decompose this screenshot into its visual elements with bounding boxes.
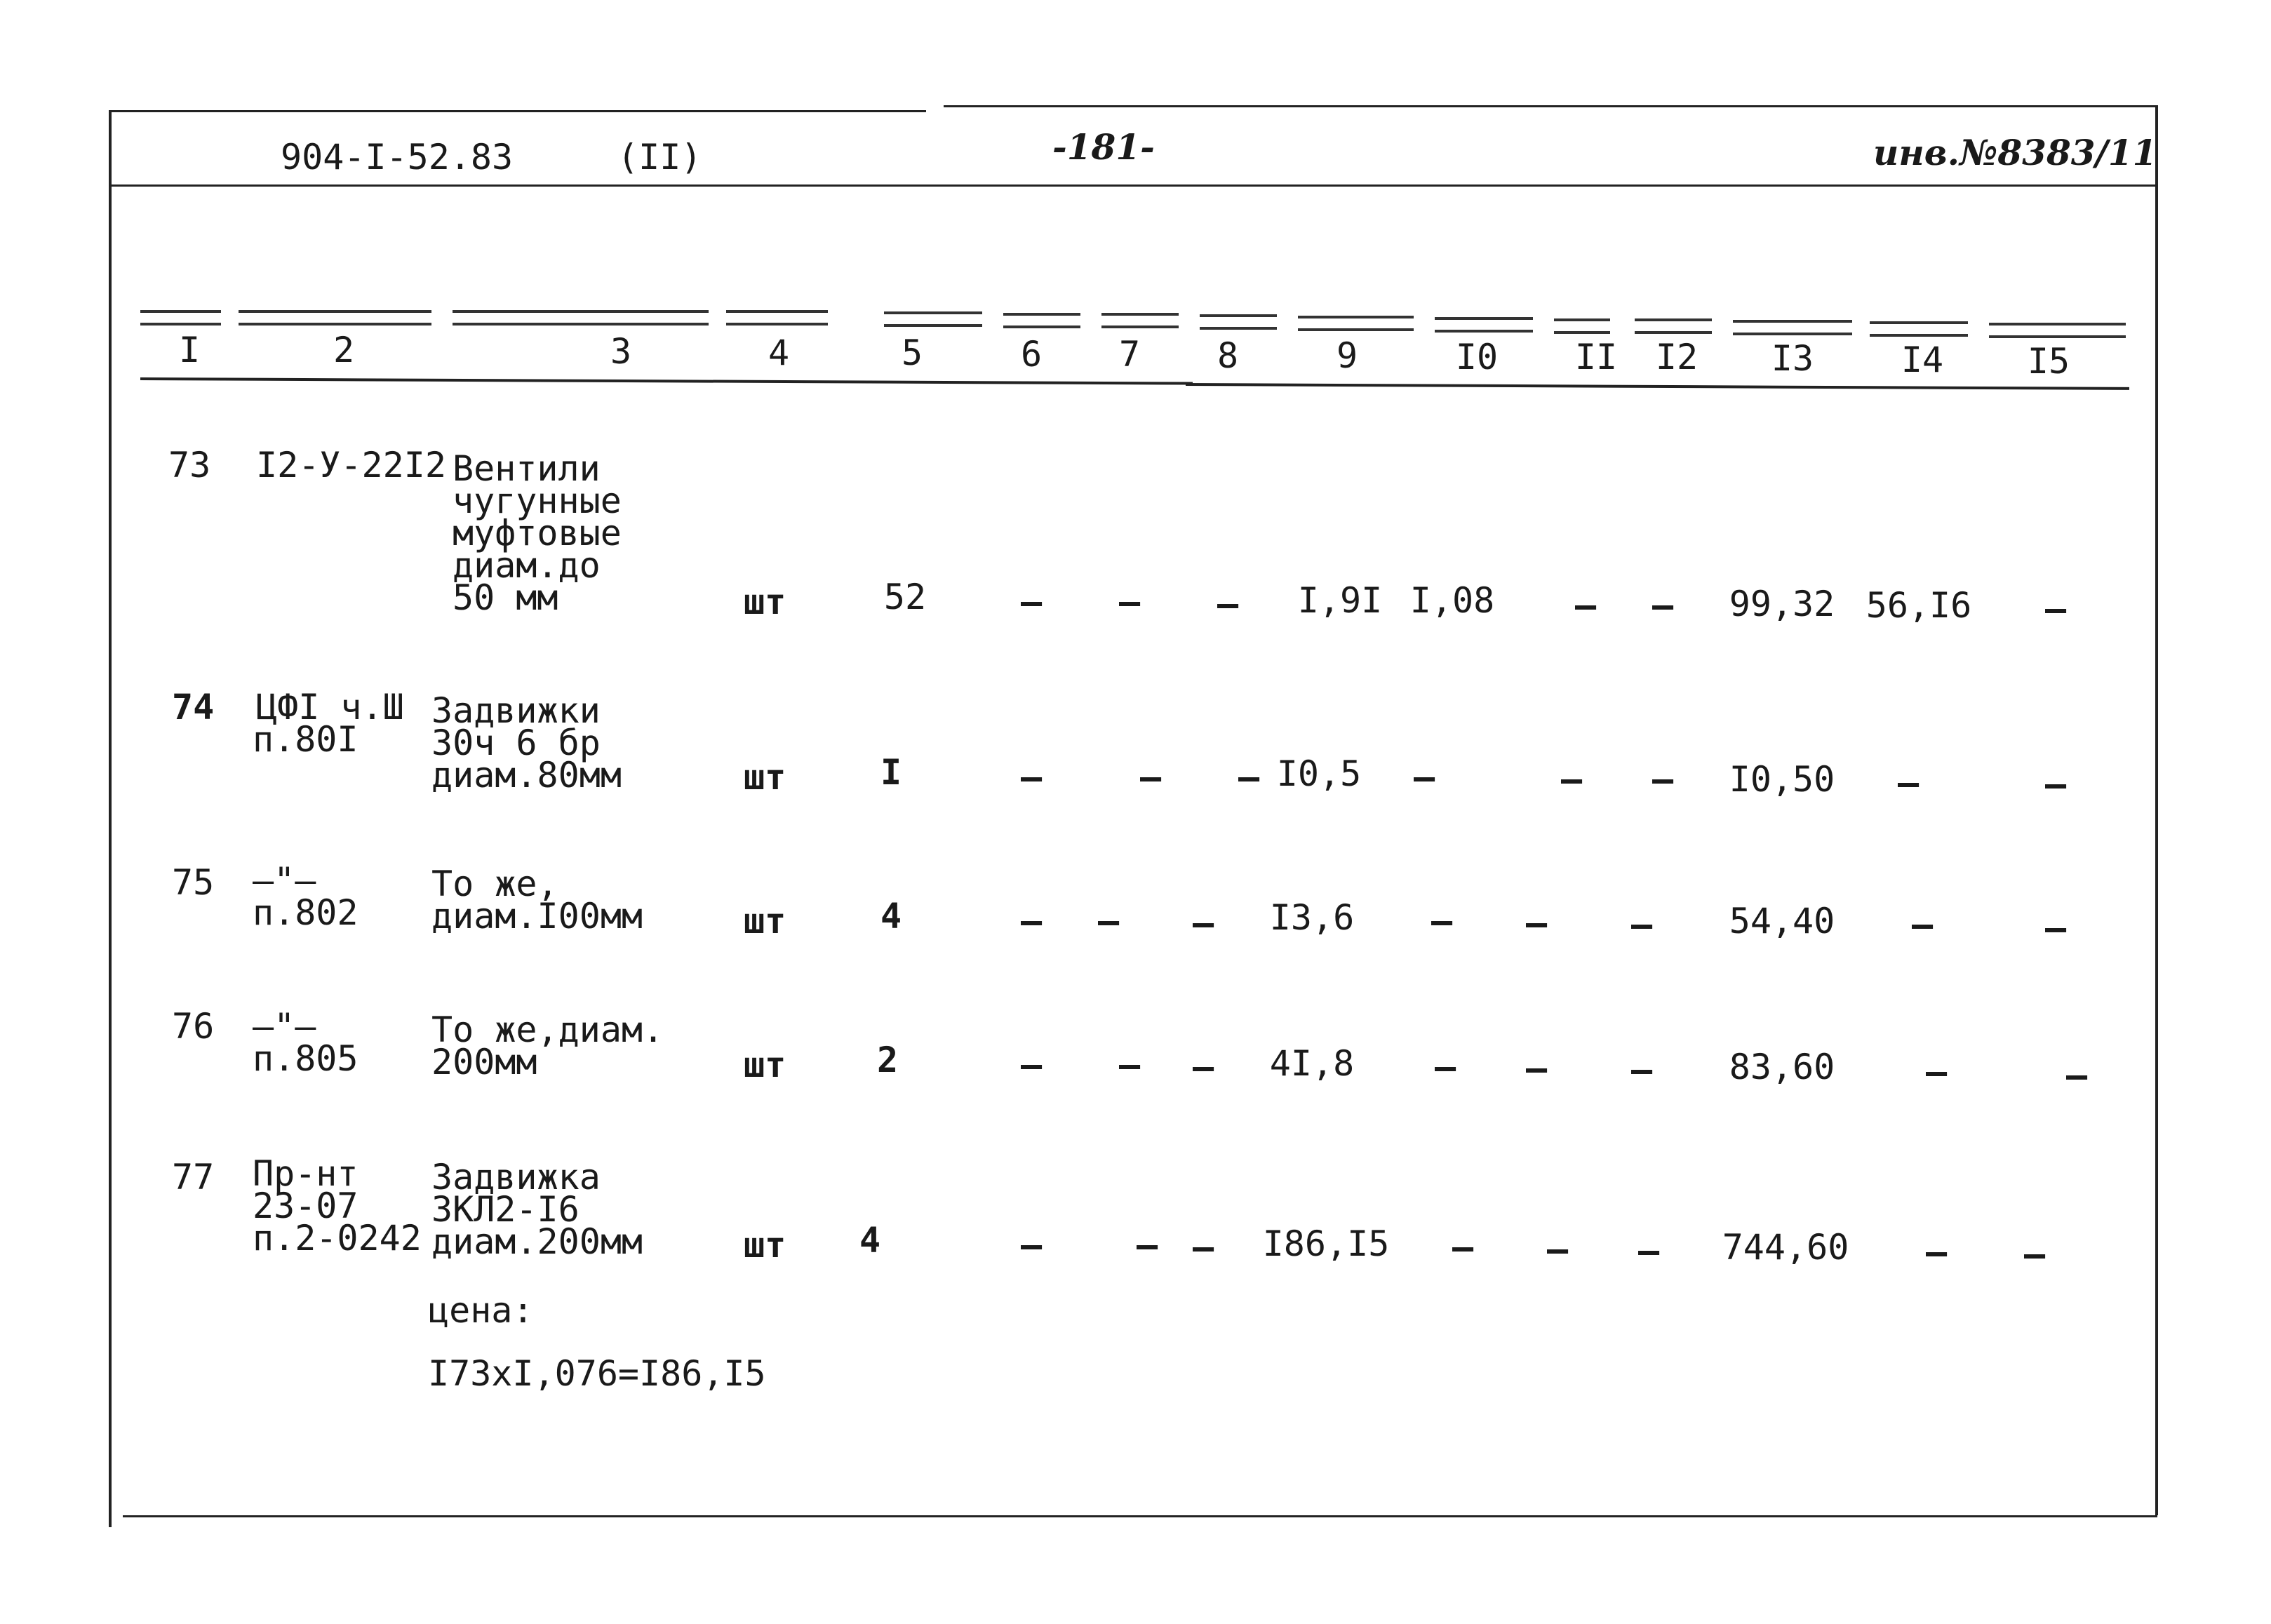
row-75-desc-line-2: диам.I00мм — [431, 896, 643, 937]
row-77-number: 77 — [172, 1157, 215, 1197]
header-bottom-rule-left — [140, 377, 1193, 385]
col-header-15: I5 — [2027, 341, 2070, 382]
row-76-desc-line-2: 200мм — [431, 1042, 537, 1082]
header-rule-15 — [1989, 323, 2126, 338]
col-header-6: 6 — [1020, 334, 1043, 375]
row-73-col13: 99,32 — [1729, 584, 1835, 624]
frame-bottom — [123, 1515, 2157, 1517]
row-74-code-line-2: п.80I — [253, 719, 359, 760]
row-77-col15: – — [2023, 1234, 2046, 1275]
row-75-col13: 54,40 — [1729, 901, 1835, 941]
row-73-desc-line-4: диам.до — [453, 545, 601, 586]
col-header-1: I — [178, 330, 201, 370]
doc-code: 904-I-52.83 — [281, 137, 514, 177]
row-75-col15: – — [2044, 908, 2067, 948]
row-77-code-line-3: п.2-0242 — [253, 1218, 422, 1259]
row-75-qty: 4 — [880, 896, 902, 937]
header-rule-12 — [1635, 318, 1712, 334]
col-header-3: 3 — [610, 331, 632, 372]
section-label: (II) — [617, 137, 702, 177]
row-75-unit: шт — [744, 901, 786, 941]
row-73-desc-line-3: муфтовые — [453, 513, 622, 553]
row-77-desc-line-3: диам.200мм — [431, 1221, 643, 1262]
row-74-col10: – — [1413, 757, 1435, 798]
row-76-col14: – — [1925, 1052, 1948, 1092]
row-75-col12: – — [1630, 904, 1653, 945]
header-rule-13 — [1733, 320, 1852, 335]
row-75-code-line-2: п.802 — [253, 892, 359, 933]
header-rule-5 — [884, 311, 982, 327]
col-header-9: 9 — [1336, 335, 1358, 376]
header-rule-8 — [1200, 314, 1277, 330]
row-75-col14: – — [1911, 904, 1934, 945]
col-header-12: I2 — [1655, 337, 1699, 377]
price-label: цена: — [428, 1290, 534, 1331]
row-73-col6: – — [1020, 582, 1043, 622]
row-73-desc-line-2: чугунные — [453, 481, 622, 521]
row-74-col6: – — [1020, 757, 1043, 798]
row-75-col9: I3,6 — [1269, 897, 1355, 938]
frame-right — [2155, 105, 2158, 1515]
row-74-col9: I0,5 — [1276, 753, 1362, 794]
row-77-col9: I86,I5 — [1262, 1223, 1390, 1264]
header-rule-2 — [239, 310, 431, 326]
header-rule-11 — [1554, 318, 1610, 334]
row-75-col10: – — [1431, 901, 1453, 941]
row-76-number: 76 — [172, 1006, 215, 1047]
row-74-code-line-1: ЦФI ч.Ш — [256, 687, 404, 727]
row-75-col11: – — [1525, 903, 1548, 944]
row-76-col11: – — [1525, 1048, 1548, 1089]
row-76-code-line-2: п.805 — [253, 1038, 359, 1079]
row-73-col9: I,9I — [1297, 580, 1383, 621]
col-header-13: I3 — [1771, 338, 1814, 379]
row-77-col8: – — [1192, 1227, 1214, 1268]
row-74-desc-line-3: диам.80мм — [431, 755, 622, 796]
row-74-qty: I — [880, 752, 902, 793]
row-76-unit: шт — [744, 1045, 786, 1085]
header-bottom-rule-right — [1186, 383, 2129, 390]
col-header-11: II — [1574, 337, 1618, 377]
row-76-col12: – — [1630, 1049, 1653, 1090]
row-73-col10: I,08 — [1409, 580, 1495, 621]
row-74-col13: I0,50 — [1729, 759, 1835, 800]
frame-top-left — [109, 110, 926, 112]
row-76-col6: – — [1020, 1045, 1043, 1085]
row-73-col15: – — [2044, 589, 2067, 629]
row-73-desc-line-5: 50 мм — [453, 577, 558, 618]
row-74-col15: – — [2044, 764, 2067, 805]
row-76-col8: – — [1192, 1047, 1214, 1087]
row-74-col11: – — [1560, 759, 1583, 800]
row-77-col14: – — [1925, 1232, 1948, 1273]
col-header-10: I0 — [1455, 337, 1499, 377]
row-73-qty: 52 — [883, 577, 927, 617]
row-77-col6: – — [1020, 1225, 1043, 1266]
row-77-col7: – — [1136, 1225, 1158, 1266]
row-75-number: 75 — [172, 862, 215, 903]
col-header-14: I4 — [1901, 340, 1944, 380]
row-74-number: 74 — [172, 687, 215, 727]
row-75-code-line-1: –"– — [253, 860, 316, 901]
inventory-number: инв.№8383/11 — [1873, 132, 2157, 173]
col-header-2: 2 — [333, 330, 355, 370]
row-76-col13: 83,60 — [1729, 1047, 1835, 1087]
row-73-col14: 56,I6 — [1865, 585, 1972, 626]
row-74-col8: – — [1238, 757, 1260, 798]
row-77-desc-line-1: Задвижка — [431, 1157, 601, 1197]
header-rule-7 — [1101, 313, 1179, 328]
row-76-col15: – — [2065, 1055, 2088, 1096]
row-77-col12: – — [1637, 1230, 1660, 1271]
row-77-col11: – — [1546, 1229, 1569, 1270]
col-header-8: 8 — [1217, 335, 1239, 376]
frame-header-divider — [109, 184, 2157, 187]
row-76-col9: 4I,8 — [1269, 1043, 1355, 1084]
row-76-code-line-1: –"– — [253, 1006, 316, 1047]
row-74-unit: шт — [744, 757, 786, 798]
col-header-4: 4 — [768, 333, 790, 373]
row-77-col13: 744,60 — [1722, 1227, 1849, 1268]
frame-top-right — [944, 105, 2157, 107]
row-75-col7: – — [1097, 901, 1120, 941]
row-74-desc-line-1: Задвижки — [431, 690, 601, 731]
row-73-unit: шт — [744, 582, 786, 622]
row-77-desc-line-2: 3КЛ2-I6 — [431, 1189, 580, 1230]
row-77-unit: шт — [744, 1225, 786, 1266]
row-76-qty: 2 — [876, 1040, 899, 1080]
row-75-col8: – — [1192, 903, 1214, 944]
frame-left — [109, 110, 112, 1527]
row-77-qty: 4 — [859, 1220, 881, 1261]
header-rule-1 — [140, 310, 221, 326]
row-75-desc-line-1: То же, — [431, 864, 558, 904]
header-rule-14 — [1870, 321, 1968, 337]
header-rule-3 — [453, 310, 709, 326]
row-73-number: 73 — [168, 445, 211, 485]
row-74-desc-line-2: 30ч 6 бр — [431, 723, 601, 763]
col-header-7: 7 — [1118, 334, 1141, 375]
row-75-col6: – — [1020, 901, 1043, 941]
row-76-col7: – — [1118, 1045, 1141, 1085]
header-rule-6 — [1003, 313, 1080, 328]
row-74-col14: – — [1897, 763, 1920, 803]
row-73-col12: – — [1652, 585, 1674, 626]
row-73-col11: – — [1574, 585, 1597, 626]
row-77-code-line-2: 23-07 — [253, 1186, 359, 1226]
header-rule-9 — [1298, 316, 1414, 331]
row-76-col10: – — [1434, 1047, 1456, 1087]
page-number: -181- — [1052, 126, 1155, 168]
price-formula: I73xI,076=I86,I5 — [428, 1353, 766, 1394]
header-rule-4 — [726, 310, 828, 326]
row-74-col12: – — [1652, 759, 1674, 800]
row-77-code-line-1: Пр-нт — [253, 1153, 359, 1194]
row-73-code: I2-У-22I2 — [256, 445, 446, 485]
col-header-5: 5 — [901, 333, 923, 373]
header-rule-10 — [1435, 317, 1533, 333]
row-73-desc-line-1: Вентили — [453, 448, 601, 489]
row-76-desc-line-1: То же,диам. — [431, 1009, 664, 1050]
row-77-col10: – — [1452, 1227, 1474, 1268]
row-73-col7: – — [1118, 582, 1141, 622]
row-73-col8: – — [1217, 584, 1239, 624]
row-74-col7: – — [1139, 757, 1162, 798]
